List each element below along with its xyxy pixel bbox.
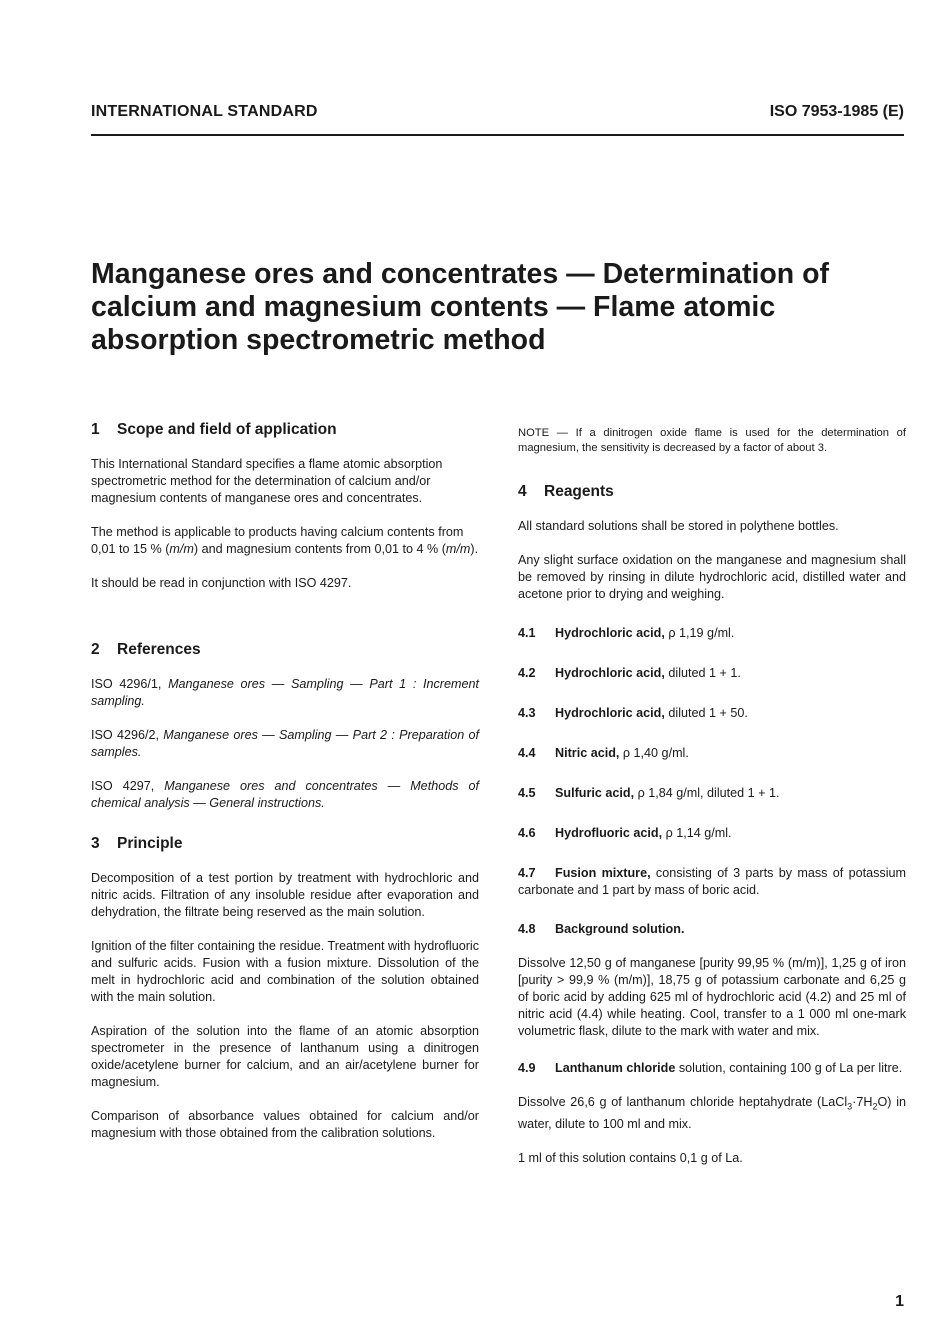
page-number: 1 bbox=[895, 1293, 904, 1310]
section-4-para-2: Any slight surface oxidation on the manganese and magnesium shall be removed by rinsing in dilute hydrochloric acid, distilled water and acetone prior to drying and weighing. bbox=[518, 553, 906, 601]
reagent-4-6: 4.6 Hydrofluoric acid, ρ 1,14 g/ml. bbox=[518, 826, 732, 840]
right-column bbox=[518, 426, 906, 1184]
reagent-4-4: 4.4 Nitric acid, ρ 1,40 g/ml. bbox=[518, 746, 689, 760]
section-1-para-3: It should be read in conjunction with ISO 4297. bbox=[91, 576, 352, 590]
section-3-para-2: Ignition of the filter containing the residue. Treatment with hydrofluoric and sulfuric acids. Fusion with a fusion mixture. Dissolution of the melt in hydrochloric acid and combination of the solution obtained with the main solution. bbox=[91, 939, 479, 1004]
section-1-para-2: The method is applicable to products having calcium contents from 0,01 to 15 % (m/m) and magnesium contents from 0,01 to 4 % (m/m). bbox=[91, 525, 479, 556]
reagent-4-9: 4.9 Lanthanum chloride solution, containing 100 g of La per litre. bbox=[518, 1061, 903, 1075]
reference-2: ISO 4296/2, Manganese ores — Sampling — Part 2 : Preparation of samples. bbox=[91, 728, 479, 759]
document-title bbox=[91, 258, 891, 357]
note: NOTE — If a dinitrogen oxide flame is used for the determination of magnesium, the sensitivity is decreased by a factor of about 3. bbox=[518, 427, 906, 454]
reagent-4-9-body-1: Dissolve 26,6 g of lanthanum chloride heptahydrate $(LaCl_3\cdot 7H_2O)$ in water, dilute to 100 ml and mix. bbox=[518, 1095, 906, 1131]
section-3-heading: 3 Principle bbox=[91, 835, 183, 852]
section-3-para-4: Comparison of absorbance values obtained for calcium and/or magnesium with those obtained from the calibration solutions. bbox=[91, 1109, 479, 1140]
header-right: ISO 7953-1985 (E) bbox=[769, 103, 904, 120]
reagent-4-9-body-2: 1 ml of this solution contains 0,1 g of La. bbox=[518, 1150, 743, 1165]
section-1-heading: 1 Scope and field of application bbox=[91, 421, 337, 438]
section-4-para-1: All standard solutions shall be stored in polythene bottles. bbox=[518, 519, 839, 533]
section-1-para-1: This International Standard specifies a flame atomic absorption spectrometric method for the determination of calcium and/or magnesium contents of manganese ores and concentrates. bbox=[91, 457, 443, 505]
reagent-4-5: 4.5 Sulfuric acid, ρ 1,84 g/ml, diluted 1 + 1. bbox=[518, 786, 780, 800]
reagent-4-2: 4.2 Hydrochloric acid, diluted 1 + 1. bbox=[518, 666, 741, 680]
title-line-3: absorption spectrometric method bbox=[91, 324, 546, 356]
reagent-4-8-body: Dissolve 12,50 g of manganese [purity 99,95 % (m/m)], 1,25 g of iron [purity > 99,9 % (m/m)], 18,75 g of potassium carbonate and 6,25 g of boric acid by adding 625 ml of hydrochloric acid (4.2) and 25 ml of nitric acid (4.4) while heating. Cool, transfer to a 1 000 ml one-mark volumetric flask, dilute to the mark with water and mix. bbox=[518, 956, 906, 1038]
section-3-para-1: Decomposition of a test portion by treatment with hydrochloric and nitric acids. Filtration of any insoluble residue after evaporation and dehydration, the filtrate being reserved as the main solution. bbox=[91, 871, 479, 919]
section-4-heading: 4 Reagents bbox=[518, 483, 614, 500]
reagent-4-7: 4.7 Fusion mixture, consisting of 3 parts by mass of potassium carbonate and 1 part by mass of boric acid. bbox=[518, 866, 906, 897]
header-left: INTERNATIONAL STANDARD bbox=[91, 103, 318, 120]
section-3-para-3: Aspiration of the solution into the flame of an atomic absorption spectrometer in the presence of lanthanum using a dinitrogen oxide/acetylene burner for calcium, and an air/acetylene burner for magnesium. bbox=[91, 1024, 479, 1089]
reagent-4-8: 4.8 Background solution. bbox=[518, 922, 685, 936]
header-rule bbox=[91, 134, 904, 136]
title-line-2: calcium and magnesium contents — Flame atomic bbox=[91, 291, 776, 323]
reference-3: ISO 4297, Manganese ores and concentrates — Methods of chemical analysis — General instructions. bbox=[91, 779, 479, 810]
reagent-4-1: 4.1 Hydrochloric acid, ρ 1,19 g/ml. bbox=[518, 626, 735, 640]
reagent-4-3: 4.3 Hydrochloric acid, diluted 1 + 50. bbox=[518, 706, 748, 720]
reference-1: ISO 4296/1, Manganese ores — Sampling — Part 1 : Increment sampling. bbox=[91, 677, 480, 708]
title-line-1: Manganese ores and concentrates — Determination of bbox=[91, 258, 830, 290]
left-column bbox=[91, 420, 479, 1159]
section-2-heading: 2 References bbox=[91, 641, 201, 658]
